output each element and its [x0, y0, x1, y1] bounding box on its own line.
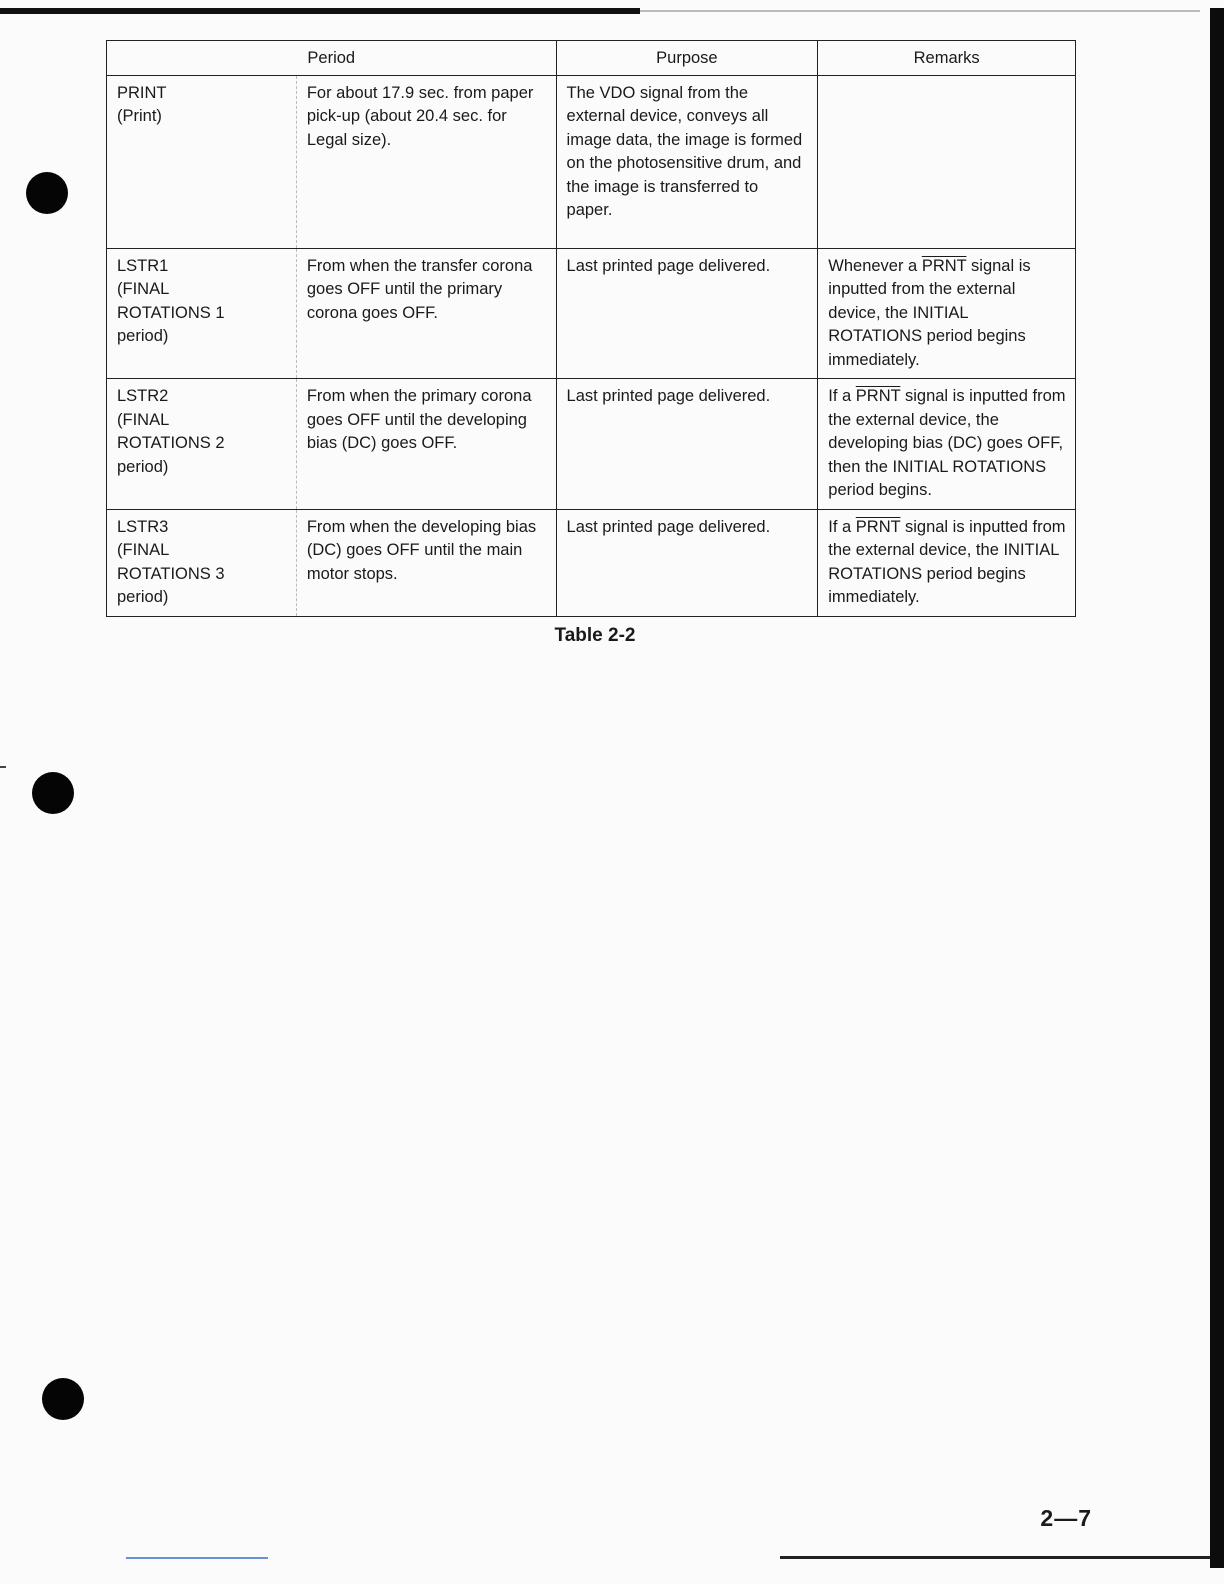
- period-cell: From when the primary corona goes OFF until the developing bias (DC) goes OFF.: [296, 379, 556, 510]
- remarks-text-before: Whenever a: [828, 256, 922, 275]
- scan-bottom-mark: [126, 1557, 268, 1559]
- table-row: [107, 379, 1076, 510]
- purpose-cell: Last printed page delivered.: [556, 509, 818, 616]
- mode-description: ROTATIONS 2: [117, 434, 225, 452]
- punch-hole-bottom: [42, 1378, 84, 1420]
- remarks-cell: [818, 509, 1076, 616]
- period-cell: From when the developing bias (DC) goes OFF until the main motor stops.: [296, 509, 556, 616]
- scan-top-edge-fade: [640, 10, 1200, 12]
- mode-description: (FINAL: [117, 410, 170, 429]
- header-remarks: Remarks: [818, 41, 1076, 76]
- page-number: 2—7: [1040, 1505, 1092, 1531]
- mode-name: LSTR3: [117, 517, 169, 536]
- remarks-cell: [818, 75, 1076, 248]
- remarks-text-after: signal is inputted from the external device, the INITIAL ROTATIONS period begins immediately.: [828, 256, 1031, 369]
- mode-cell: [107, 75, 297, 248]
- mode-description: period): [117, 457, 169, 476]
- mode-cell: [107, 248, 297, 379]
- mode-name: LSTR2: [117, 387, 169, 405]
- period-cell: From when the transfer corona goes OFF until the primary corona goes OFF.: [296, 248, 556, 379]
- remarks-signal: PRNT: [921, 256, 967, 275]
- mode-description: (FINAL: [117, 280, 170, 298]
- mode-description: period): [117, 588, 169, 606]
- purpose-cell: The VDO signal from the external device, conveys all image data, the image is formed on the photosensitive drum, and the image is transferred to paper.: [556, 75, 818, 248]
- period-cell: For about 17.9 sec. from paper pick-up (about 20.4 sec. for Legal size).: [296, 75, 556, 248]
- remarks-cell: [818, 248, 1076, 379]
- remarks-text-before: If a: [828, 517, 856, 536]
- table-row: [107, 248, 1076, 379]
- table-header-row: [107, 41, 1076, 76]
- mode-description: period): [117, 327, 169, 345]
- remarks-cell: [818, 379, 1076, 510]
- remarks-signal: PRNT: [855, 387, 901, 405]
- mode-description: ROTATIONS 3: [117, 564, 225, 583]
- scan-top-edge: [0, 8, 640, 14]
- mode-cell: [107, 509, 297, 616]
- remarks-text-after: signal is inputted from the external device, the developing bias (DC) goes OFF, then the INITIAL ROTATIONS period begins.: [828, 387, 1066, 499]
- period-table: [106, 40, 1076, 617]
- purpose-cell: Last printed page delivered.: [556, 379, 818, 510]
- mode-cell: [107, 379, 297, 510]
- header-period: Period: [107, 41, 557, 76]
- mode-name: PRINT: [117, 83, 167, 102]
- mode-description: ROTATIONS 1: [117, 303, 225, 322]
- remarks-text-before: If a: [828, 387, 856, 405]
- header-purpose: Purpose: [556, 41, 818, 76]
- purpose-cell: Last printed page delivered.: [556, 248, 818, 379]
- remarks-signal: PRNT: [855, 517, 901, 536]
- table-row: [107, 509, 1076, 616]
- punch-hole-middle: [32, 772, 74, 814]
- table-caption: Table 2-2: [554, 625, 636, 646]
- scan-bottom-edge: [780, 1556, 1210, 1559]
- scan-right-edge: [1210, 8, 1224, 1568]
- mode-description: (Print): [117, 107, 162, 125]
- scan-left-tick: [0, 766, 6, 768]
- mode-description: (FINAL: [117, 541, 170, 559]
- table-row: [107, 75, 1076, 248]
- remarks-text-after: signal is inputted from the external device, the INITIAL ROTATIONS period begins immediately.: [828, 517, 1066, 606]
- mode-name: LSTR1: [117, 256, 169, 275]
- punch-hole-top: [26, 172, 68, 214]
